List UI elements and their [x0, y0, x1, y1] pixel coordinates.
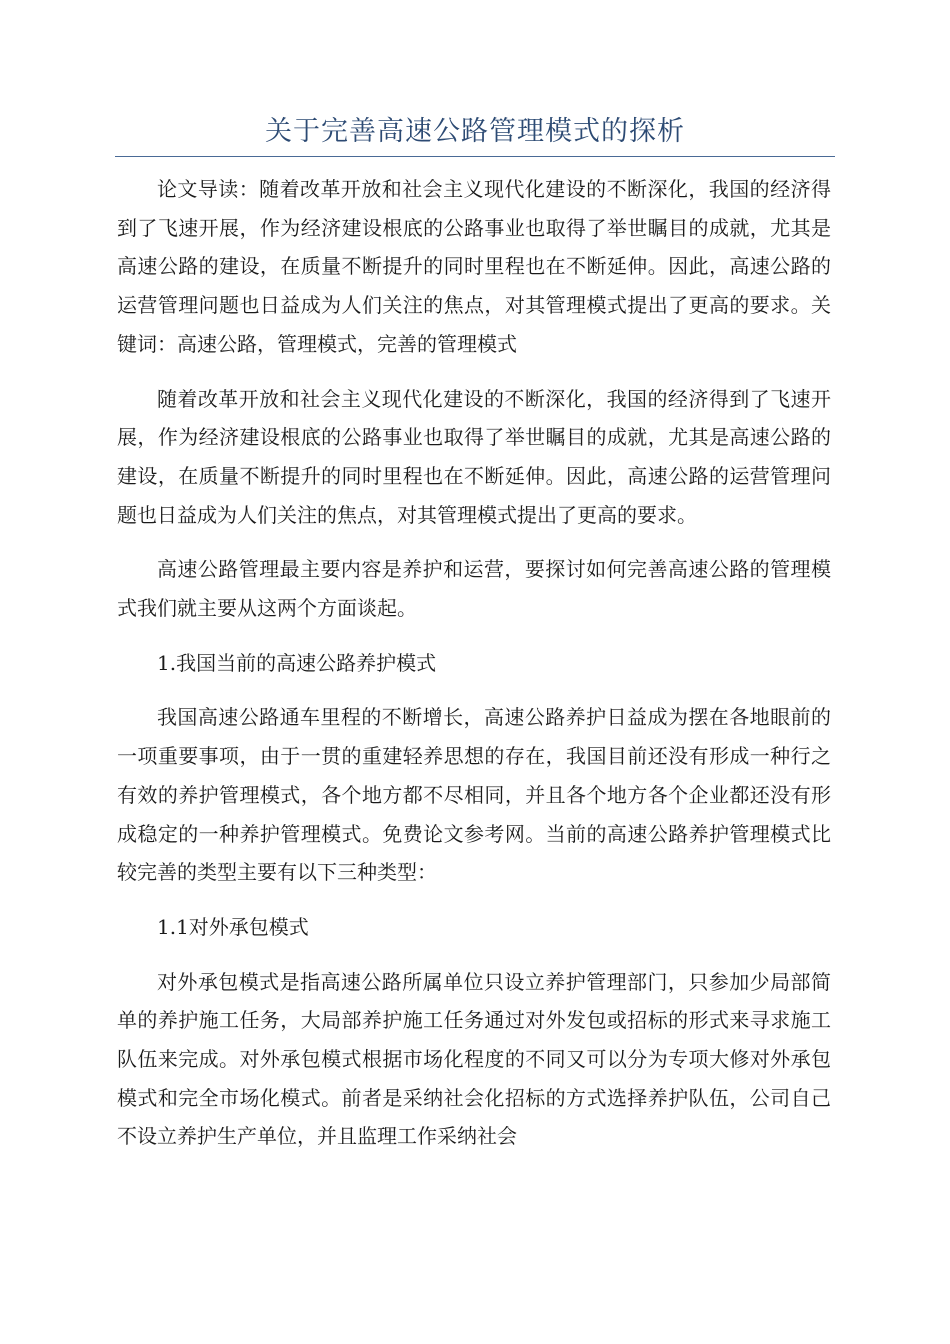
title-block	[115, 110, 835, 157]
paragraph-intro: 随着改革开放和社会主义现代化建设的不断深化，我国的经济得到了飞速开展，作为经济建设根底的公路事业也取得了举世瞩目的成就，尤其是高速公路的建设，在质量不断提升的同时里程也在不断延伸。因此，高速公路的运营管理问题也日益成为人们关注的焦点，对其管理模式提出了更高的要求。	[117, 386, 831, 527]
document-body	[117, 170, 831, 1172]
section-heading-1-1: 1.1对外承包模式	[157, 914, 309, 939]
paragraph-maintenance: 我国高速公路通车里程的不断增长，高速公路养护日益成为摆在各地眼前的一项重要事项，由于一贯的重建轻养思想的存在，我国目前还没有形成一种行之有效的养护管理模式，各个地方都不尽相同，并且各个地方各个企业都还没有形成稳定的一种养护管理模式。免费论文参考网。当前的高速公路养护管理模式比较完善的类型主要有以下三种类型：	[117, 705, 831, 885]
paragraph-scope: 高速公路管理最主要内容是养护和运营，要探讨如何完善高速公路的管理模式我们就主要从这两个方面谈起。	[117, 557, 831, 621]
section-heading-1: 1.我国当前的高速公路养护模式	[157, 650, 437, 675]
document-title: 关于完善高速公路管理模式的探析	[265, 116, 685, 147]
paragraph-abstract: 论文导读：随着改革开放和社会主义现代化建设的不断深化，我国的经济得到了飞速开展，作为经济建设根底的公路事业也取得了举世瞩目的成就，尤其是高速公路的建设，在质量不断提升的同时里程也在不断延伸。因此，高速公路的运营管理问题也日益成为人们关注的焦点，对其管理模式提出了更高的要求。关键词：高速公路，管理模式，完善的管理模式	[117, 177, 831, 356]
paragraph-outsourcing: 对外承包模式是指高速公路所属单位只设立养护管理部门，只参加少局部简单的养护施工任务，大局部养护施工任务通过对外发包或招标的形式来寻求施工队伍来完成。对外承包模式根据市场化程度的不同又可以分为专项大修对外承包模式和完全市场化模式。前者是采纳社会化招标的方式选择养护队伍，公司自己不设立养护生产单位，并且监理工作采纳社会	[117, 969, 831, 1149]
